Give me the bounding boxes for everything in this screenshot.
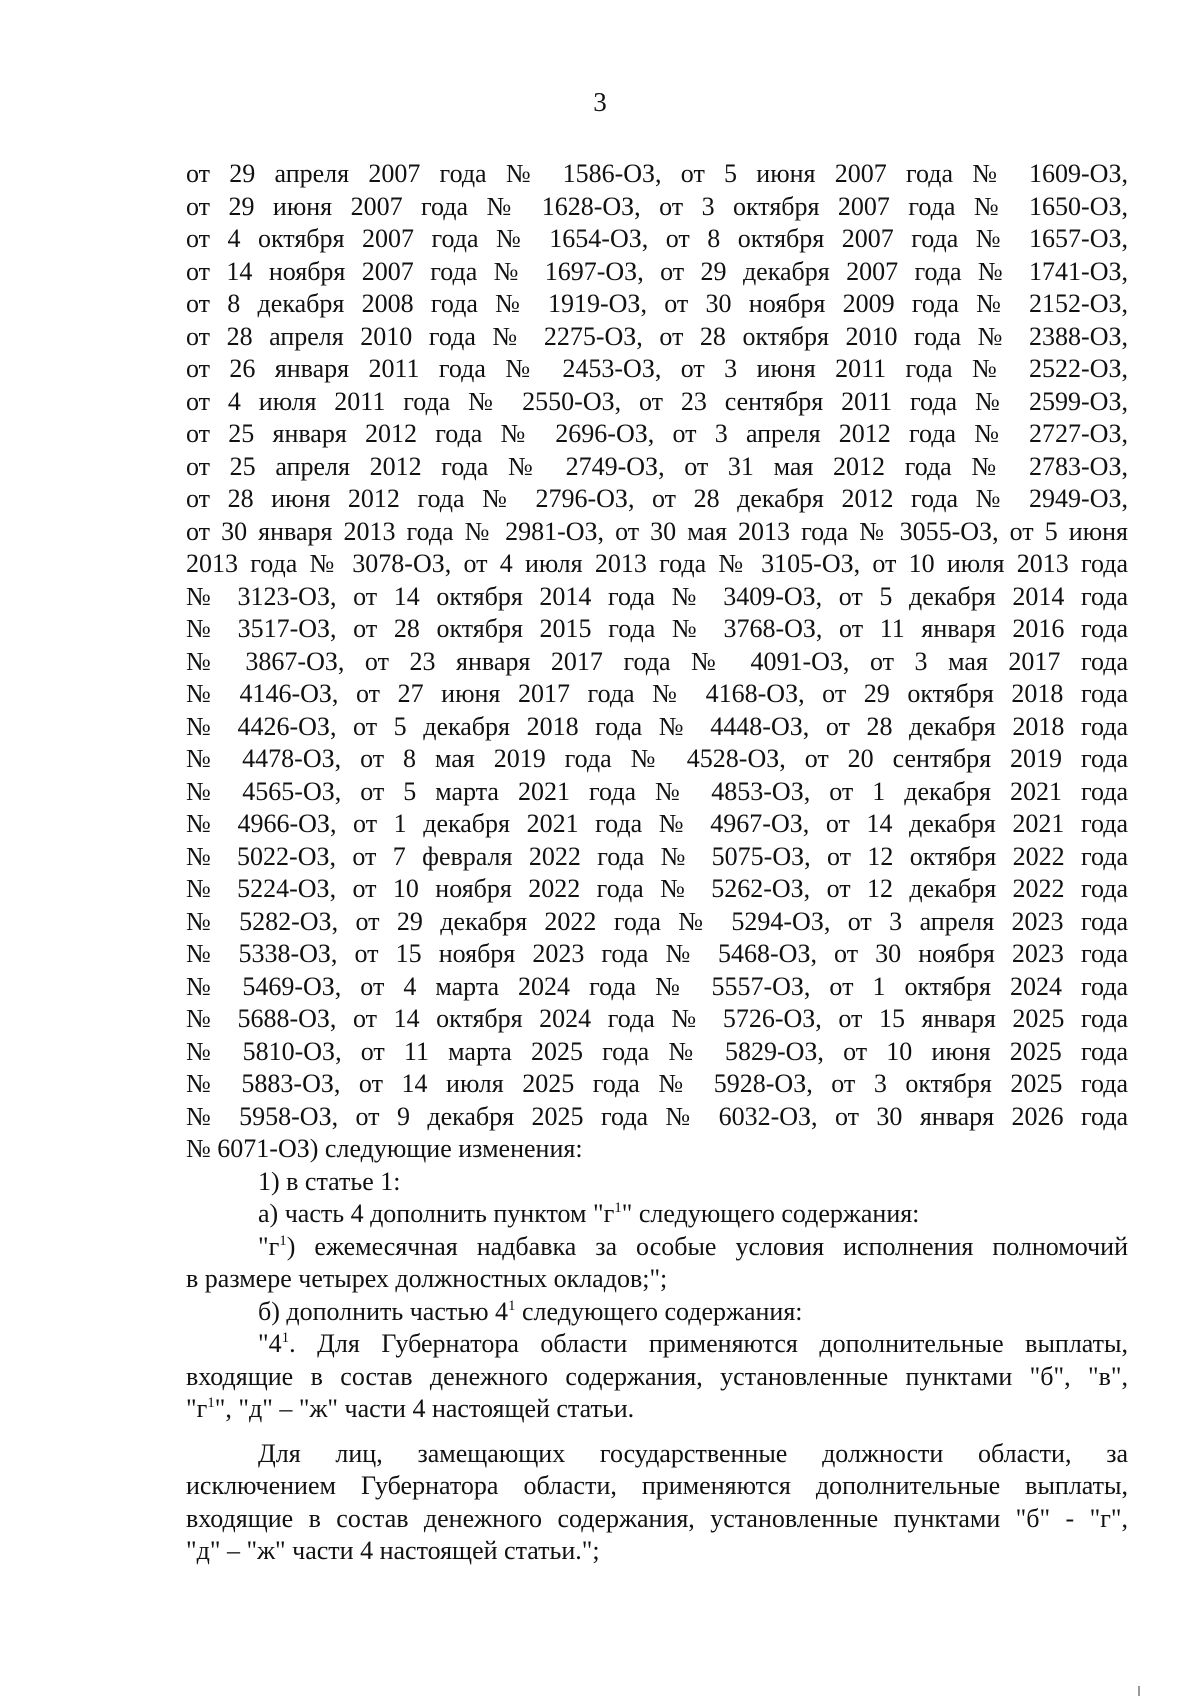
quote2-line3 <box>186 1393 1128 1426</box>
text-line: № 4146-ОЗ, от 27 июня 2017 года № 4168-ОЗ, от 29 октября 2018 года <box>186 679 1128 708</box>
text-line: от 26 января 2011 года № 2453-ОЗ, от 3 июня 2011 года № 2522-ОЗ, <box>186 354 1128 383</box>
item-a-sup: 1 <box>614 1200 622 1216</box>
text-line: № 5810-ОЗ, от 11 марта 2025 года № 5829-ОЗ, от 10 июня 2025 года <box>186 1036 1128 1066</box>
text-line: № 5282-ОЗ, от 29 декабря 2022 года № 5294-ОЗ, от 3 апреля 2023 года <box>186 906 1128 936</box>
quote2-line1-before: "4 <box>258 1329 282 1358</box>
text-line: от 30 января 2013 года № 2981-ОЗ, от 30 мая 2013 года № 3055-ОЗ, от 5 июня <box>186 516 1128 546</box>
text-line: 2013 года № 3078-ОЗ, от 4 июля 2013 года № 3105-ОЗ, от 10 июля 2013 года <box>186 549 1128 578</box>
text-line: от 4 октября 2007 года № 1654-ОЗ, от 8 октября 2007 года № 1657-ОЗ, <box>186 224 1128 253</box>
document-body <box>186 158 1128 1568</box>
paragraph2-line4: "д" – "ж" части 4 настоящей статьи."; <box>186 1536 600 1565</box>
text-line: № 5469-ОЗ, от 4 марта 2024 года № 5557-ОЗ, от 1 октября 2024 года <box>186 971 1128 1001</box>
text-line: от 14 ноября 2007 года № 1697-ОЗ, от 29 декабря 2007 года № 1741-ОЗ, <box>186 256 1128 286</box>
text-line: № 4565-ОЗ, от 5 марта 2021 года № 4853-ОЗ, от 1 декабря 2021 года <box>186 776 1128 806</box>
text-line: № 5688-ОЗ, от 14 октября 2024 года № 5726-ОЗ, от 15 января 2025 года <box>186 1004 1128 1033</box>
quote2-line1-sup: 1 <box>281 1330 290 1346</box>
text-line: № 6071-ОЗ) следующие изменения: <box>186 1134 583 1163</box>
text-line: № 3867-ОЗ, от 23 января 2017 года № 4091-ОЗ, от 3 мая 2017 года <box>186 646 1128 676</box>
quote2-line3-sup: 1 <box>207 1395 215 1411</box>
quote1-line1-sup: 1 <box>279 1232 287 1249</box>
quote1-line1 <box>186 1231 1128 1264</box>
scan-mark <box>1138 1686 1140 1696</box>
text-line: от 28 апреля 2010 года № 2275-ОЗ, от 28 октября 2010 года № 2388-ОЗ, <box>186 321 1128 351</box>
paragraph2-line3: входящие в состав денежного содержания, установленные пунктами "б" - "г", <box>186 1503 1128 1533</box>
quote1-line1-after: ) ежемесячная надбавка за особые условия исполнения полномочий <box>286 1231 1128 1261</box>
text-line: № 5224-ОЗ, от 10 ноября 2022 года № 5262-ОЗ, от 12 декабря 2022 года <box>186 874 1128 903</box>
text-line: от 4 июля 2011 года № 2550-ОЗ, от 23 сентября 2011 года № 2599-ОЗ, <box>186 386 1128 416</box>
item-a-text-after: " следующего содержания: <box>621 1199 920 1228</box>
quote1-line2: в размере четырех должностных окладов;"; <box>186 1264 668 1293</box>
article1-paragraph2 <box>186 1438 1128 1568</box>
text-line: от 25 января 2012 года № 2696-ОЗ, от 3 апреля 2012 года № 2727-ОЗ, <box>186 419 1128 448</box>
item-a-text-before: а) часть 4 дополнить пунктом "г <box>258 1199 615 1228</box>
quote2-line3-after: ", "д" – "ж" части 4 настоящей статьи. <box>214 1394 635 1423</box>
quote2-line3-before: "г <box>186 1394 208 1423</box>
text-line: № 5338-ОЗ, от 15 ноября 2023 года № 5468-ОЗ, от 30 ноября 2023 года <box>186 939 1128 968</box>
text-line: № 4426-ОЗ, от 5 декабря 2018 года № 4448-ОЗ, от 28 декабря 2018 года <box>186 711 1128 741</box>
paragraph2-line2: исключением Губернатора области, применяются дополнительные выплаты, <box>186 1471 1128 1500</box>
text-line: от 28 июня 2012 года № 2796-ОЗ, от 28 декабря 2012 года № 2949-ОЗ, <box>186 484 1128 513</box>
paragraph-gap <box>186 1426 1128 1438</box>
amendments-list <box>186 158 1128 1166</box>
text-line: от 29 июня 2007 года № 1628-ОЗ, от 3 октября 2007 года № 1650-ОЗ, <box>186 191 1128 221</box>
page-number: 3 <box>593 87 607 117</box>
text-line: от 25 апреля 2012 года № 2749-ОЗ, от 31 мая 2012 года № 2783-ОЗ, <box>186 451 1128 481</box>
text-line: № 5958-ОЗ, от 9 декабря 2025 года № 6032-ОЗ, от 30 января 2026 года <box>186 1101 1128 1131</box>
text-line: № 4966-ОЗ, от 1 декабря 2021 года № 4967-ОЗ, от 14 декабря 2021 года <box>186 809 1128 838</box>
item-a <box>186 1198 1128 1231</box>
text-line: № 4478-ОЗ, от 8 мая 2019 года № 4528-ОЗ, от 20 сентября 2019 года <box>186 744 1128 773</box>
quote2-line2: входящие в состав денежного содержания, установленные пунктами "б", "в", <box>186 1361 1128 1391</box>
text-line: от 8 декабря 2008 года № 1919-ОЗ, от 30 ноября 2009 года № 2152-ОЗ, <box>186 289 1128 318</box>
item-b <box>186 1296 1128 1329</box>
item-b-text-after: следующего содержания: <box>515 1296 803 1326</box>
quote1-line1-before: "г <box>258 1231 280 1261</box>
text-line: № 5883-ОЗ, от 14 июля 2025 года № 5928-ОЗ, от 3 октября 2025 года <box>186 1069 1128 1098</box>
quote2-line1 <box>186 1328 1128 1361</box>
text-line: № 3123-ОЗ, от 14 октября 2014 года № 3409-ОЗ, от 5 декабря 2014 года <box>186 581 1128 611</box>
text-line: № 5022-ОЗ, от 7 февраля 2022 года № 5075-ОЗ, от 12 октября 2022 года <box>186 841 1128 871</box>
item-b-sup: 1 <box>508 1297 516 1314</box>
item-b-text-before: б) дополнить частью 4 <box>258 1296 509 1326</box>
quote2-line1-after: . Для Губернатора области применяются дополнительные выплаты, <box>289 1329 1128 1358</box>
article1-heading: 1) в статье 1: <box>258 1166 401 1196</box>
text-line: № 3517-ОЗ, от 28 октября 2015 года № 3768-ОЗ, от 11 января 2016 года <box>186 614 1128 643</box>
paragraph2-line1: Для лиц, замещающих государственные должности области, за <box>258 1438 1128 1468</box>
text-line: от 29 апреля 2007 года № 1586-ОЗ, от 5 июня 2007 года № 1609-ОЗ, <box>186 159 1128 188</box>
